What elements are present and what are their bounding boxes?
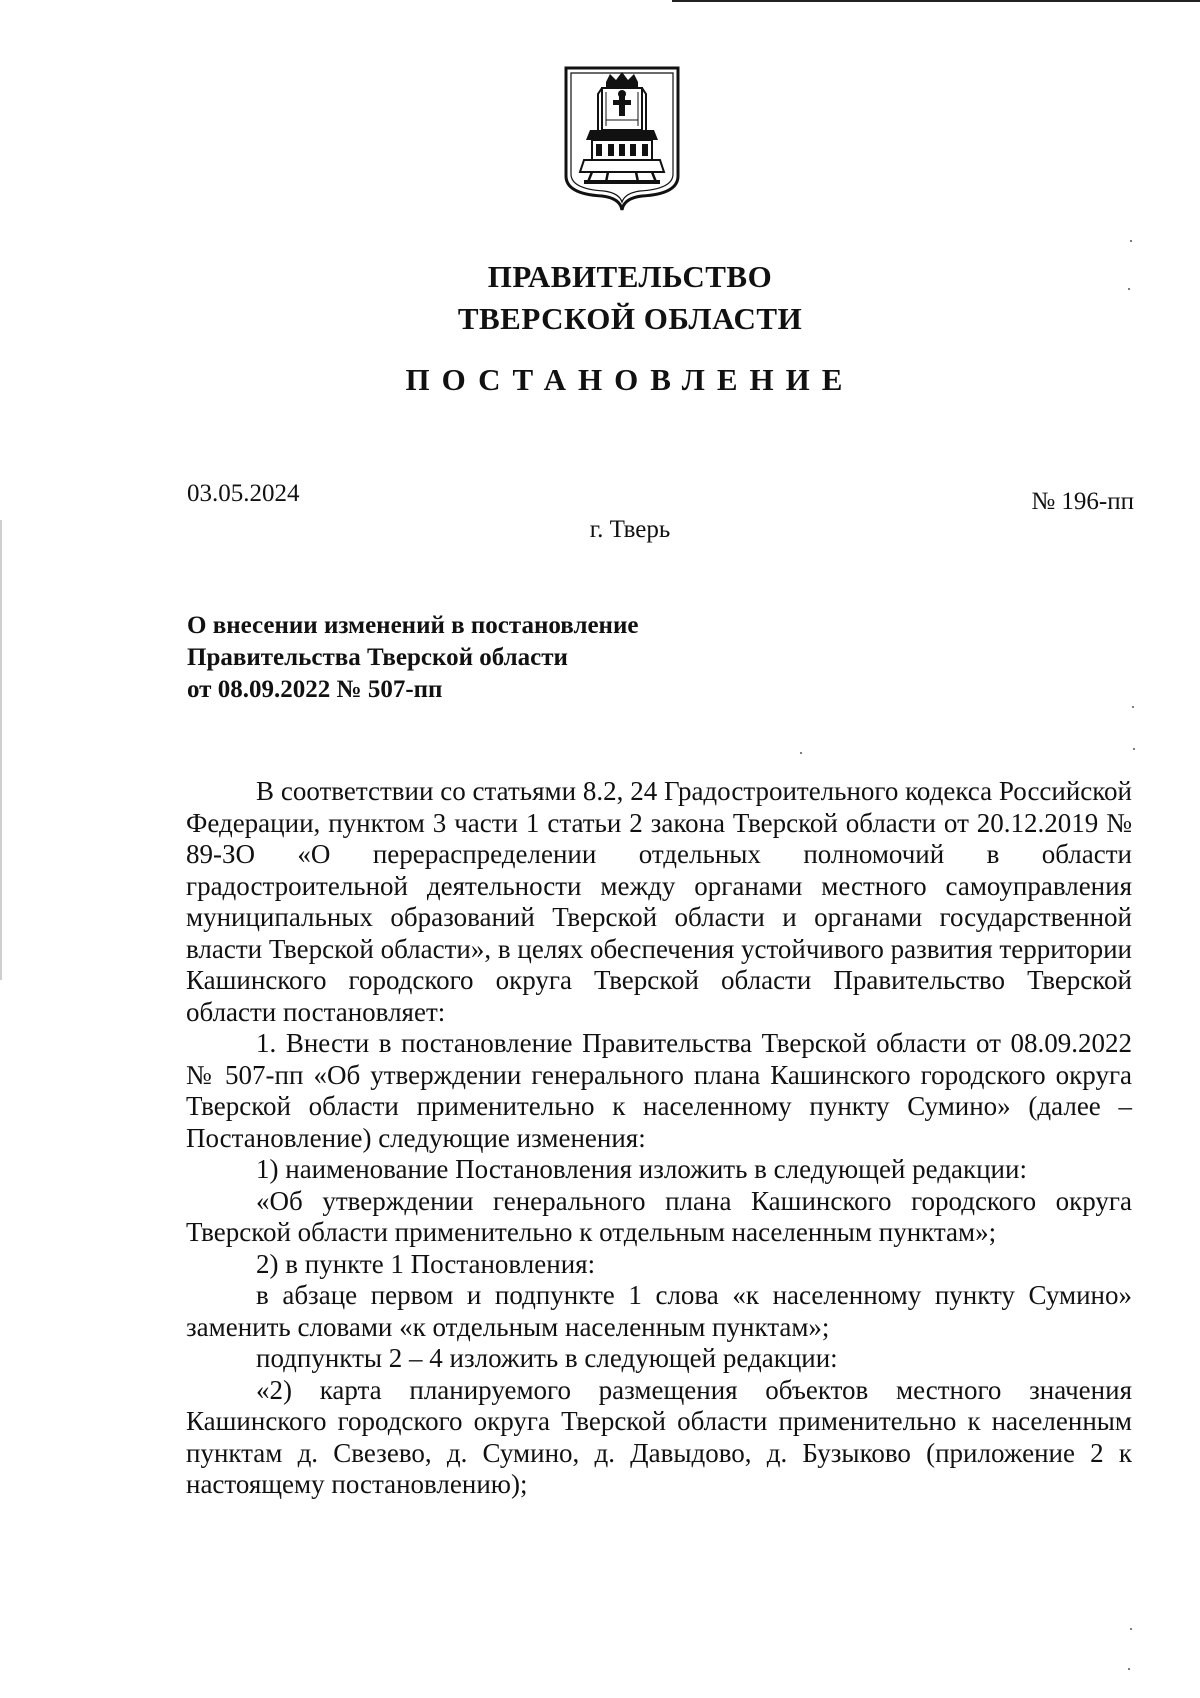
government-title-line2: ТВЕРСКОЙ ОБЛАСТИ <box>457 301 803 336</box>
body-paragraph: 1. Внести в постановление Правительства Тверской области от 08.09.2022 № 507-пп «Об утверждении генерального плана Кашинского городского округа Тверской области применительно к населенному пункту Сумино» (далее – Постановление) следующие изменения: <box>186 1028 1132 1153</box>
subject-line1: О внесении изменений в постановление <box>187 612 639 639</box>
government-title <box>0 256 1200 340</box>
scan-speck <box>1130 1628 1132 1630</box>
government-title-line1: ПРАВИТЕЛЬСТВО <box>487 259 773 294</box>
body-paragraph: «Об утверждении генерального плана Кашинского городского округа Тверской области применительно к отдельным населенным пунктам»; <box>186 1185 1132 1247</box>
scan-edge-line <box>672 0 1200 2</box>
document-city: г. Тверь <box>589 516 671 543</box>
scan-speck <box>1128 1668 1130 1670</box>
document-number: № 196-пп <box>1031 488 1134 515</box>
scan-edge-line-left <box>0 520 2 980</box>
body-paragraph: «2) карта планируемого размещения объектов местного значения Кашинского городского округа Тверской области применительно к населенным пунктам д. Свезево, д. Сумино, д. Давыдово, д. Бузыково (приложение 2 к настоящему постановлению); <box>186 1374 1132 1499</box>
scan-speck <box>1128 288 1130 290</box>
document-type-title: ПОСТАНОВЛЕНИЕ <box>405 362 855 397</box>
body-paragraph: подпункты 2 – 4 изложить в следующей редакции: <box>256 1343 838 1373</box>
body-paragraph: 2) в пункте 1 Постановления: <box>256 1248 596 1279</box>
subject-line2: Правительства Тверской области <box>187 644 568 671</box>
scan-speck <box>1133 748 1135 750</box>
scan-speck <box>1132 706 1134 708</box>
body-paragraph: в абзаце первом и подпункте 1 слова «к населенному пункту Сумино» заменить словами «к отдельным населенным пунктам»; <box>186 1280 1132 1342</box>
body-paragraph: 1) наименование Постановления изложить в следующей редакции: <box>256 1154 1027 1184</box>
subject-line3: от 08.09.2022 № 507-пп <box>187 676 443 703</box>
scan-speck <box>800 752 802 754</box>
document-body <box>186 776 1132 1501</box>
scan-speck <box>1130 240 1132 242</box>
document-date: 03.05.2024 <box>187 480 300 507</box>
document-subject <box>187 610 638 706</box>
body-paragraph: В соответствии со статьями 8.2, 24 Градостроительного кодекса Российской Федерации, пунктом 3 части 1 статьи 2 закона Тверской области от 20.12.2019 № 89-ЗО «О перераспределении отдельных полномочий в области градостроительной деятельности между органами местного самоуправления муниципальных образований Тверской области и органами государственной власти Тверской области», в целях обеспечения устойчивого развития территории Кашинского городского округа Тверской области Правительство Тверской области постановляет: <box>186 776 1132 1027</box>
coat-of-arms-icon <box>562 64 682 214</box>
